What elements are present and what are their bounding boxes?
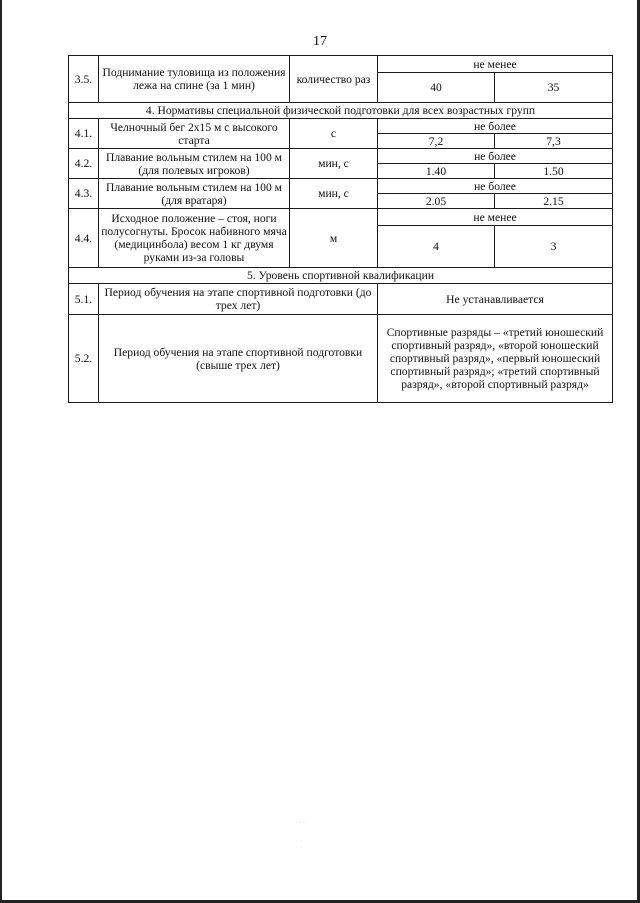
value-cell: 1.50 [495, 164, 613, 179]
table-row [69, 56, 613, 73]
row-number: 3.5. [69, 56, 99, 103]
value-cell: 3 [495, 226, 613, 268]
value-cell: 2.15 [495, 194, 613, 209]
exercise-name: Плавание вольным стилем на 100 м (для полевых игроков) [99, 149, 290, 179]
scan-speck: · · · [296, 820, 305, 826]
table-row [69, 149, 613, 164]
value-cell: 35 [495, 73, 613, 103]
unit-cell: с [290, 119, 378, 149]
exercise-name: Поднимание туловища из положения лежа на спине (за 1 мин) [99, 56, 290, 103]
scan-speck: · [300, 838, 302, 844]
unit-cell: м [290, 209, 378, 268]
row-number: 4.3. [69, 179, 99, 209]
row-number: 4.4. [69, 209, 99, 268]
table-row [69, 284, 613, 315]
condition-cell: не более [378, 179, 613, 194]
table-row [69, 119, 613, 134]
section-title: 5. Уровень спортивной квалификации [69, 268, 613, 284]
value-cell: 40 [378, 73, 495, 103]
value-cell: 1.40 [378, 164, 495, 179]
row-number: 5.1. [69, 284, 99, 315]
value-cell: 4 [378, 226, 495, 268]
table-row [69, 209, 613, 226]
period-name: Период обучения на этапе спортивной подготовки (свыше трех лет) [99, 315, 378, 403]
condition-cell: не более [378, 119, 613, 134]
table-row [69, 315, 613, 403]
condition-cell: не менее [378, 56, 613, 73]
unit-cell: количество раз [290, 56, 378, 103]
unit-cell: мин, с [290, 149, 378, 179]
condition-cell: не менее [378, 209, 613, 226]
period-name: Период обучения на этапе спортивной подготовки (до трех лет) [99, 284, 378, 315]
row-number: 4.1. [69, 119, 99, 149]
section-header-row [69, 103, 613, 119]
exercise-name: Челночный бег 2х15 м с высокого старта [99, 119, 290, 149]
row-number: 4.2. [69, 149, 99, 179]
page-edge-left [0, 0, 2, 903]
table-row [69, 179, 613, 194]
condition-cell: не более [378, 149, 613, 164]
row-number: 5.2. [69, 315, 99, 403]
section-title: 4. Нормативы специальной физической подготовки для всех возрастных групп [69, 103, 613, 119]
standards-table [68, 55, 613, 403]
exercise-name: Плавание вольным стилем на 100 м (для вратаря) [99, 179, 290, 209]
section-header-row [69, 268, 613, 284]
unit-cell: мин, с [290, 179, 378, 209]
value-cell: 7,2 [378, 134, 495, 149]
qualification-cell: Спортивные разряды – «третий юношеский спортивный разряд», «второй юношеский спортивный разряд», «первый юношеский спортивный разряд»; «третий спортивный разряд», «второй спортивный разряд» [378, 315, 613, 403]
qualification-cell: Не устанавливается [378, 284, 613, 315]
value-cell: 7,3 [495, 134, 613, 149]
page-number: 17 [313, 34, 327, 49]
exercise-name: Исходное положение – стоя, ноги полусогнуты. Бросок набивного мяча (медицинбола) весом 1 кг двумя руками из-за головы [99, 209, 290, 268]
value-cell: 2.05 [378, 194, 495, 209]
